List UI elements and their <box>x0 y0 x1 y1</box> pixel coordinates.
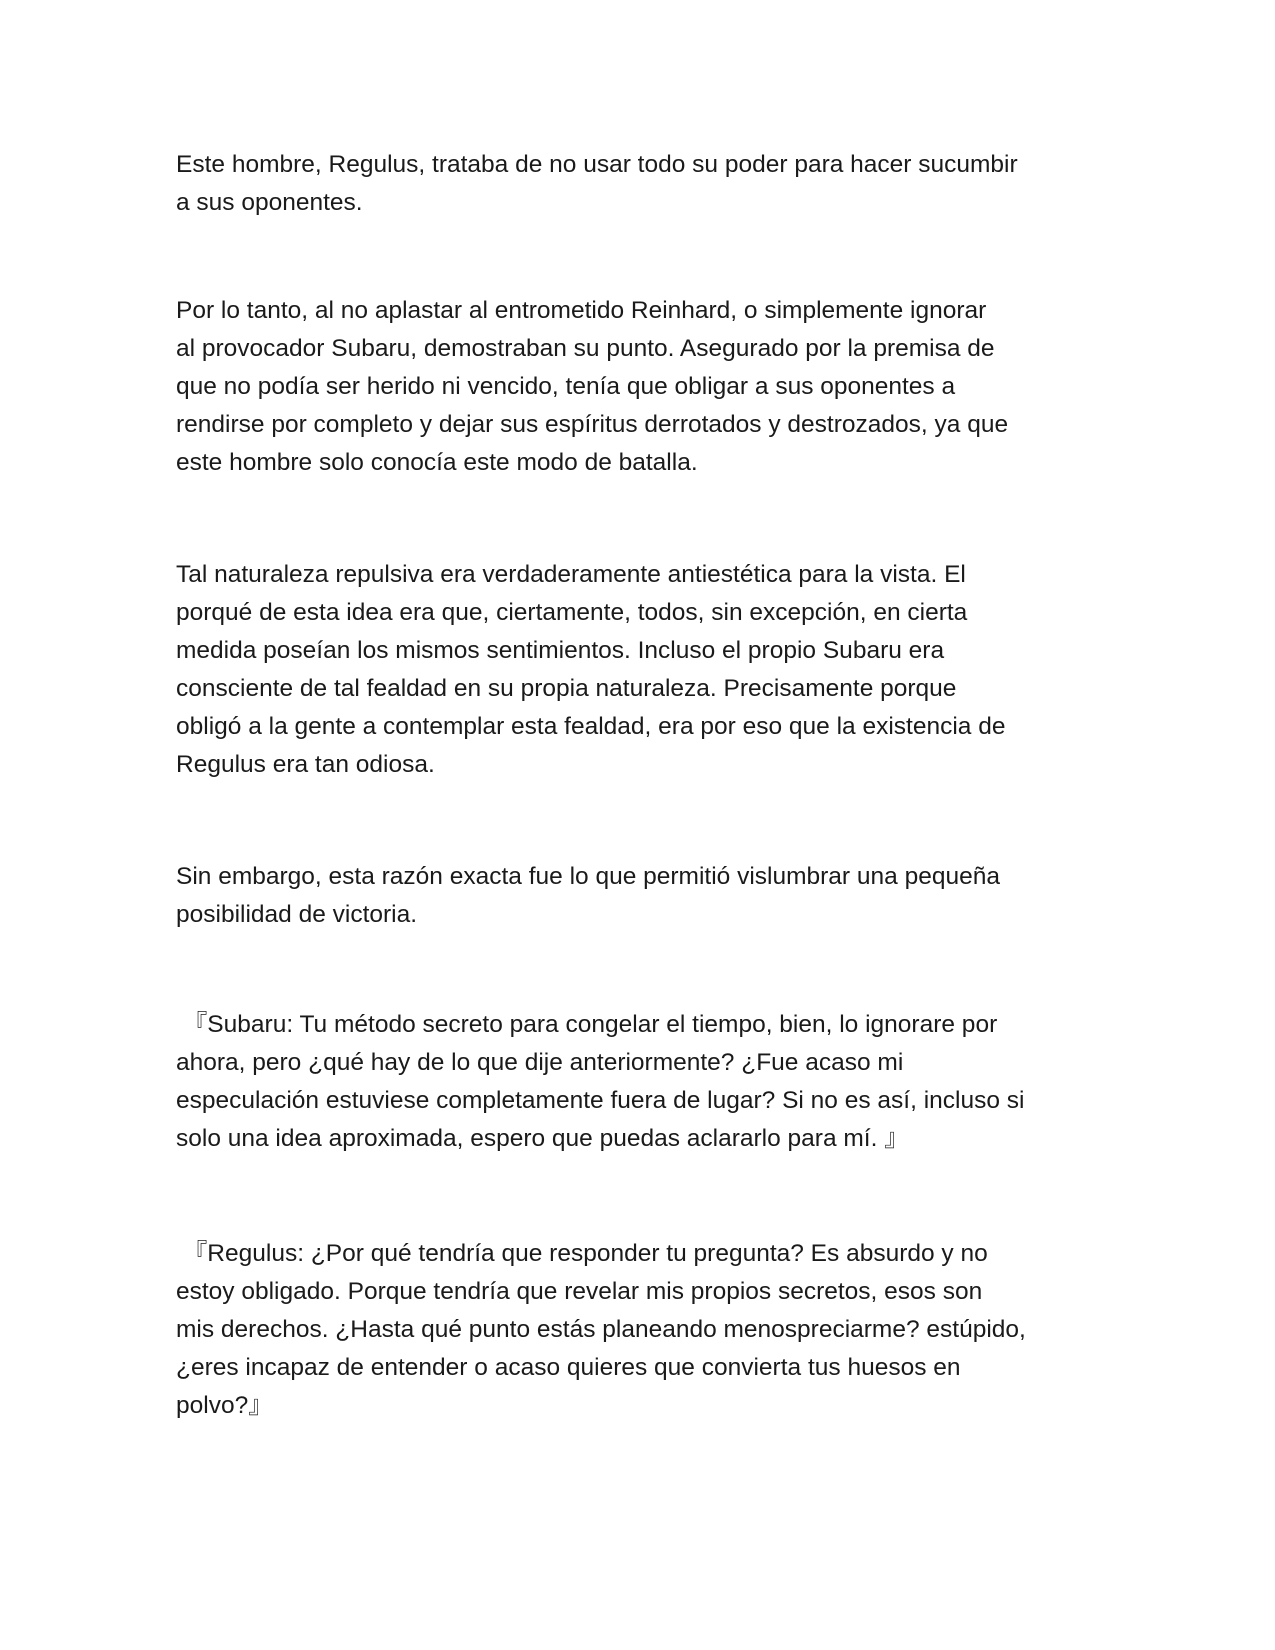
dialogue-subaru: 『Subaru: Tu método secreto para congelar el tiempo, bien, lo ignorare por ahora, pero ¿qué hay de lo que dije anteriormente? ¿Fue acaso mi especulación estuviese completamente fuera de lugar? Si no es así, incluso si solo una idea aproximada, espero que puedas aclararlo para mí. 』 <box>176 1011 1025 1152</box>
paragraph-2: Por lo tanto, al no aplastar al entrometido Reinhard, o simplemente ignorar al provocador Subaru, demostraban su punto. Asegurado por la premisa de que no podía ser herido ni vencido, tenía que obligar a sus oponentes a rendirse por completo y dejar sus espíritus derrotados y destrozados, ya que este hombre solo conocía este modo de batalla. <box>176 297 1009 476</box>
paragraph-4: Sin embargo, esta razón exacta fue lo que permitió vislumbrar una pequeña posibilidad de victoria. <box>176 863 1000 928</box>
dialogue-regulus: 『Regulus: ¿Por qué tendría que responder tu pregunta? Es absurdo y no estoy obligado. Porque tendría que revelar mis propios secretos, esos son mis derechos. ¿Hasta qué punto estás planeando menospreciarme? estúpido, ¿eres incapaz de entender o acaso quieres que convierta tus huesos en polvo?』 <box>176 1240 1026 1419</box>
paragraph-1: Este hombre, Regulus, trataba de no usar todo su poder para hacer sucumbir a sus oponentes. <box>176 151 1018 216</box>
paragraph-3: Tal naturaleza repulsiva era verdaderamente antiestética para la vista. El porqué de esta idea era que, ciertamente, todos, sin excepción, en cierta medida poseían los mismos sentimientos. Incluso el propio Subaru era consciente de tal fealdad en su propia naturaleza. Precisamente porque obligó a la gente a contemplar esta fealdad, era por eso que la existencia de Regulus era tan odiosa. <box>176 561 1006 778</box>
